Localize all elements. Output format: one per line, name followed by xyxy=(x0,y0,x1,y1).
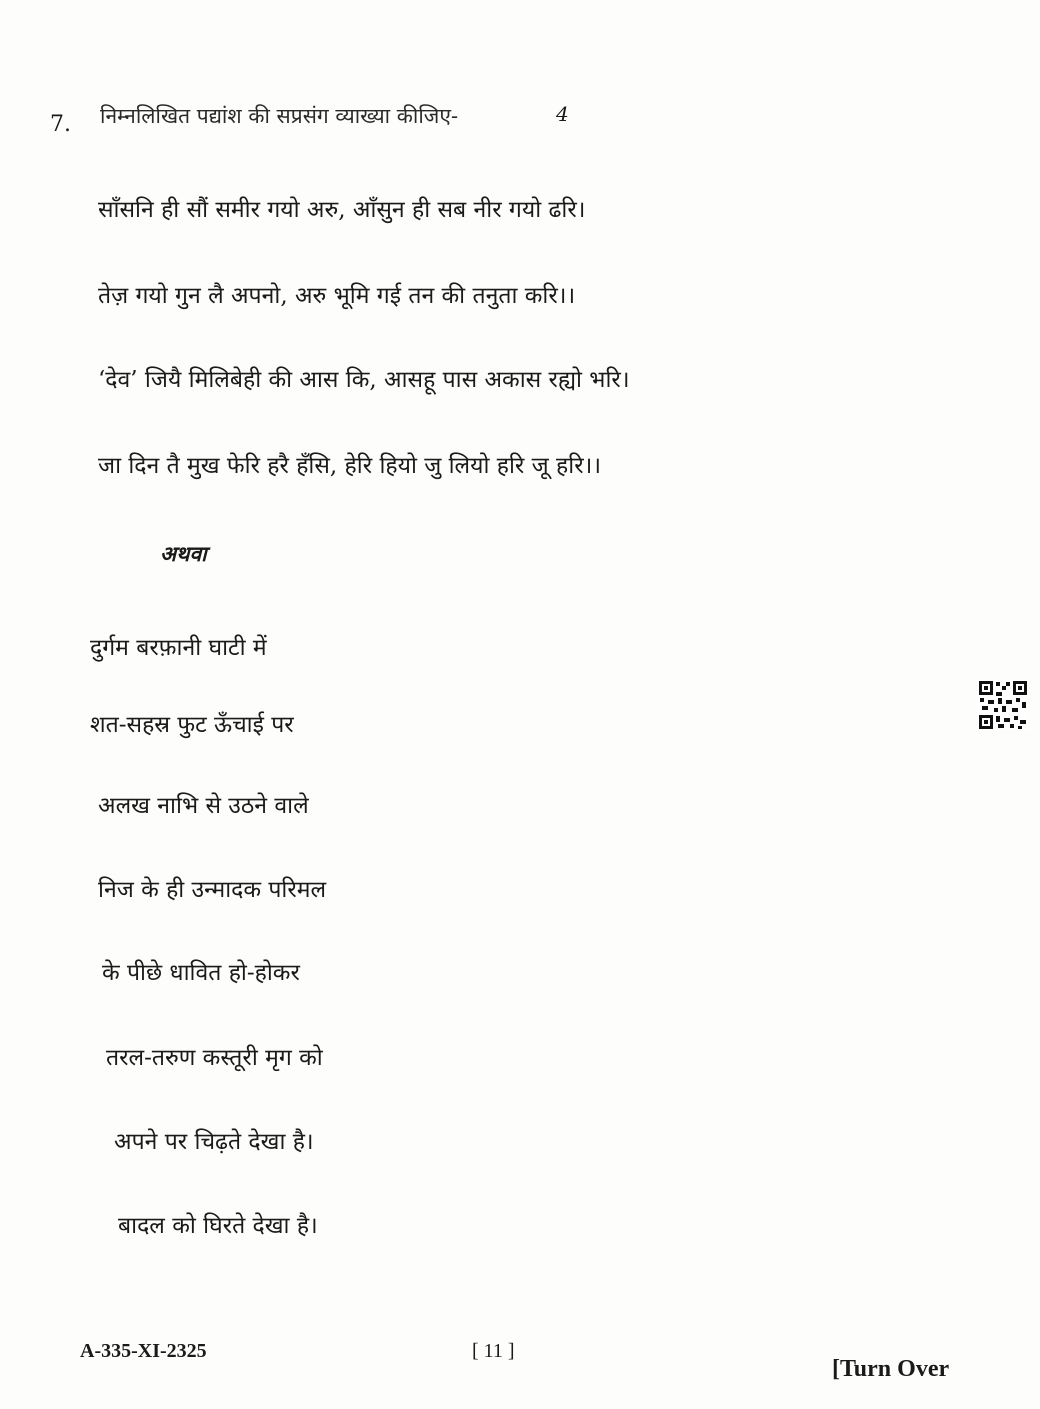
poem-line: के पीछे धावित हो-होकर xyxy=(102,960,300,986)
poem-line: तरल-तरुण कस्तूरी मृग को xyxy=(106,1045,323,1071)
question-marks: 4 xyxy=(556,102,569,126)
poem-line: शत-सहस्र फुट ऊँचाई पर xyxy=(90,712,294,738)
poem-line: बादल को घिरते देखा है। xyxy=(118,1213,318,1239)
poem-line: ‘देव’ जियै मिलिबेही की आस कि, आसहू पास अकास रह्यो भरि। xyxy=(98,367,630,393)
question-number: 7. xyxy=(50,112,71,137)
poem-line: तेज़ गयो गुन लै अपनो, अरु भूमि गई तन की तनुता करि।। xyxy=(98,283,576,309)
poem-line: निज के ही उन्मादक परिमल xyxy=(98,877,327,903)
poem-line: जा दिन तै मुख फेरि हरै हँसि, हेरि हियो जु लियो हरि जू हरि।। xyxy=(98,453,602,479)
poem-line: अलख नाभि से उठने वाले xyxy=(98,793,309,819)
poem-line: अपने पर चिढ़ते देखा है। xyxy=(114,1129,314,1155)
or-label: अथवा xyxy=(160,541,207,566)
exam-code: A-335-XI-2325 xyxy=(80,1340,207,1362)
turn-over-label: [Turn Over xyxy=(832,1356,950,1382)
qr-code-icon xyxy=(978,680,1028,730)
question-text: निम्नलिखित पद्यांश की सप्रसंग व्याख्या कीजिए- xyxy=(100,104,459,128)
poem-line: साँसनि ही सौं समीर गयो अरु, आँसुन ही सब नीर गयो ढरि। xyxy=(98,197,586,223)
page-number: [ 11 ] xyxy=(472,1340,515,1362)
poem-line: दुर्गम बरफ़ानी घाटी में xyxy=(90,635,267,661)
